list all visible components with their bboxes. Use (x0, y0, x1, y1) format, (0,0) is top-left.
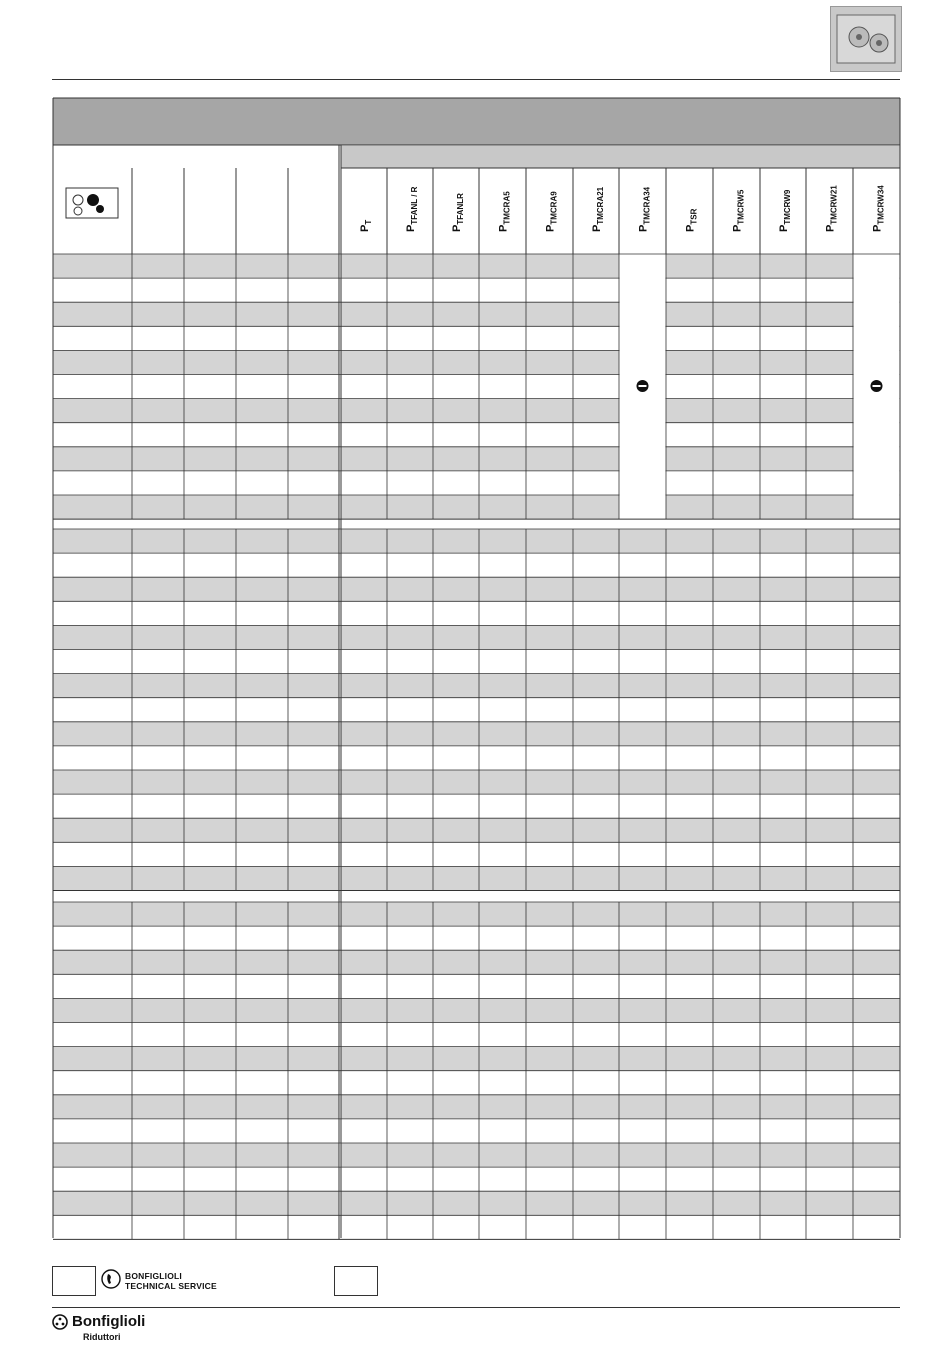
table-row-shade (53, 770, 339, 794)
table-cell-shade (713, 902, 760, 926)
table-cell-shade (713, 1047, 760, 1071)
table-row-shade (53, 950, 339, 974)
table-cell-shade (853, 1047, 900, 1071)
table-row-shade (53, 722, 339, 746)
table-cell-shade (526, 625, 573, 649)
table-cell-shade (573, 866, 619, 890)
table-cell-shade (760, 770, 806, 794)
table-cell-shade (853, 722, 900, 746)
table-cell-shade (387, 998, 433, 1022)
table-cell-shade (619, 770, 666, 794)
table-cell-shade (806, 254, 853, 278)
gearbox-small-icon (66, 188, 118, 218)
table-cell-shade (341, 350, 387, 374)
table-cell-shade (619, 866, 666, 890)
table-cell-shade (713, 1143, 760, 1167)
table-row-shade (53, 254, 339, 278)
table-cell-shade (619, 625, 666, 649)
column-header: $P_{TMCRW9}$ (778, 189, 792, 232)
table-cell-shade (853, 1095, 900, 1119)
column-header: $P_{TMCRA21}$ (591, 186, 605, 232)
table-cell-shade (760, 577, 806, 601)
table-cell-shade (479, 350, 526, 374)
tech-line2: TECHNICAL SERVICE (125, 1281, 217, 1291)
table-cell-shade (713, 770, 760, 794)
table-cell-shade (387, 950, 433, 974)
table-cell-shade (806, 302, 853, 326)
table-cell-shade (666, 1047, 713, 1071)
table-cell-shade (573, 625, 619, 649)
table-cell-shade (619, 998, 666, 1022)
table-cell-shade (573, 254, 619, 278)
table-cell-shade (479, 674, 526, 698)
table-row-shade (53, 577, 339, 601)
table-cell-shade (713, 722, 760, 746)
table-cell-shade (526, 1047, 573, 1071)
table-cell-shade (526, 495, 573, 519)
column-header: $P_T$ (359, 219, 373, 232)
table-cell-shade (341, 399, 387, 423)
column-header: $P_{TMCRW34}$ (871, 185, 886, 232)
table-cell-shade (573, 902, 619, 926)
table-cell-shade (433, 495, 479, 519)
table-cell-shade (806, 1095, 853, 1119)
table-cell-shade (713, 950, 760, 974)
table-cell-shade (713, 577, 760, 601)
table-cell-shade (573, 529, 619, 553)
table-cell-shade (806, 399, 853, 423)
table-cell-shade (433, 399, 479, 423)
table-cell-shade (666, 350, 713, 374)
table-cell-shade (341, 1095, 387, 1119)
table-cell-shade (619, 950, 666, 974)
table-cell-shade (760, 674, 806, 698)
table-cell-shade (760, 1191, 806, 1215)
table-cell-shade (853, 866, 900, 890)
table-cell-shade (806, 770, 853, 794)
table-cell-shade (341, 1191, 387, 1215)
table-cell-shade (341, 254, 387, 278)
table-cell-shade (341, 950, 387, 974)
table-cell-shade (806, 1191, 853, 1215)
table-cell-shade (433, 302, 479, 326)
table-cell-shade (573, 1143, 619, 1167)
table-cell-shade (479, 625, 526, 649)
table-cell-shade (433, 350, 479, 374)
table-cell-shade (666, 1095, 713, 1119)
table-cell-shade (713, 625, 760, 649)
table-cell-shade (341, 674, 387, 698)
table-cell-shade (853, 770, 900, 794)
table-cell-shade (760, 254, 806, 278)
table-cell-shade (760, 1095, 806, 1119)
table-cell-shade (387, 1095, 433, 1119)
table-cell-shade (479, 529, 526, 553)
table-cell-shade (433, 902, 479, 926)
table-cell-shade (341, 722, 387, 746)
table-cell-shade (387, 1047, 433, 1071)
table-cell-shade (387, 902, 433, 926)
table-cell-shade (573, 350, 619, 374)
table-cell-shade (479, 902, 526, 926)
page-number-box-left (52, 1266, 96, 1296)
table-cell-shade (433, 447, 479, 471)
table-cell-shade (619, 902, 666, 926)
table-cell-shade (619, 577, 666, 601)
table-cell-shade (433, 1095, 479, 1119)
table-cell-shade (619, 529, 666, 553)
table-cell-shade (387, 1143, 433, 1167)
table-cell-shade (387, 818, 433, 842)
table-cell-shade (526, 950, 573, 974)
table-cell-shade (619, 1191, 666, 1215)
table-cell-shade (479, 950, 526, 974)
table-row-shade (53, 625, 339, 649)
table-cell-shade (573, 302, 619, 326)
table-cell-shade (853, 1191, 900, 1215)
table-cell-shade (526, 399, 573, 423)
table-cell-shade (433, 722, 479, 746)
table-cell-shade (387, 770, 433, 794)
table-cell-shade (666, 577, 713, 601)
table-cell-shade (573, 950, 619, 974)
table-cell-shade (479, 818, 526, 842)
table-cell-shade (760, 722, 806, 746)
table-cell-shade (433, 625, 479, 649)
table-cell-shade (387, 577, 433, 601)
table-cell-shade (806, 625, 853, 649)
table-cell-shade (853, 577, 900, 601)
table-cell-shade (433, 818, 479, 842)
table-cell-shade (806, 350, 853, 374)
table-row-shade (53, 529, 339, 553)
table-cell-shade (806, 998, 853, 1022)
table-cell-shade (479, 722, 526, 746)
table-cell-shade (713, 1191, 760, 1215)
page-number-box-right (334, 1266, 378, 1296)
table-cell-shade (387, 674, 433, 698)
table-cell-shade (760, 998, 806, 1022)
table-cell-shade (713, 998, 760, 1022)
table-cell-shade (806, 1047, 853, 1071)
table-cell-shade (619, 1047, 666, 1071)
table-cell-shade (619, 1095, 666, 1119)
table-cell-shade (433, 1143, 479, 1167)
table-cell-shade (479, 1095, 526, 1119)
table-cell-shade (666, 529, 713, 553)
table-cell-shade (526, 350, 573, 374)
table-cell-shade (619, 818, 666, 842)
table-cell-shade (666, 1191, 713, 1215)
table-cell-shade (387, 302, 433, 326)
table-cell-shade (666, 818, 713, 842)
table-cell-shade (853, 1143, 900, 1167)
table-cell-shade (666, 302, 713, 326)
table-cell-shade (666, 495, 713, 519)
table-cell-shade (666, 674, 713, 698)
table-row-shade (53, 399, 339, 423)
table-cell-shade (479, 399, 526, 423)
table-cell-shade (760, 529, 806, 553)
table-row-shade (53, 1047, 339, 1071)
table-cell-shade (479, 1143, 526, 1167)
table-cell-shade (526, 722, 573, 746)
table-cell-shade (713, 495, 760, 519)
table-cell-shade (387, 625, 433, 649)
table-cell-shade (760, 399, 806, 423)
table-row-shade (53, 998, 339, 1022)
table-cell-shade (479, 254, 526, 278)
table-cell-shade (573, 1095, 619, 1119)
table-cell-shade (713, 399, 760, 423)
table-cell-shade (853, 625, 900, 649)
table-cell-shade (433, 674, 479, 698)
table-cell-shade (806, 866, 853, 890)
table-cell-shade (341, 447, 387, 471)
table-cell-shade (526, 254, 573, 278)
table-cell-shade (806, 950, 853, 974)
table-cell-shade (853, 902, 900, 926)
table-cell-shade (666, 770, 713, 794)
table-row-shade (53, 350, 339, 374)
table-cell-shade (433, 254, 479, 278)
table-cell-shade (573, 447, 619, 471)
table-row-shade (53, 447, 339, 471)
table-cell-shade (526, 302, 573, 326)
table-cell-shade (713, 302, 760, 326)
column-header: $P_{TFANLR}$ (451, 193, 465, 232)
table-cell-shade (433, 529, 479, 553)
column-header: $P_{TMCRA34}$ (637, 186, 652, 232)
table-cell-shade (666, 902, 713, 926)
table-row-shade (53, 902, 339, 926)
table-row-shade (53, 1191, 339, 1215)
table-cell-shade (526, 902, 573, 926)
table-cell-shade (760, 866, 806, 890)
table-cell-shade (387, 447, 433, 471)
table-cell-shade (713, 818, 760, 842)
table-cell-shade (666, 950, 713, 974)
table-cell-shade (433, 998, 479, 1022)
table-cell-shade (666, 722, 713, 746)
table-cell-shade (573, 495, 619, 519)
table-cell-shade (760, 818, 806, 842)
table-cell-shade (760, 625, 806, 649)
column-header: $P_{TSR}$ (684, 208, 699, 232)
table-cell-shade (853, 529, 900, 553)
table-cell-shade (387, 529, 433, 553)
column-header: $P_{TMCRW21}$ (824, 185, 839, 232)
table-cell-shade (760, 302, 806, 326)
table-cell-shade (341, 625, 387, 649)
table-cell-shade (479, 302, 526, 326)
table-cell-shade (479, 495, 526, 519)
table-cell-shade (526, 770, 573, 794)
column-header: $P_{TMCRW5}$ (731, 189, 746, 232)
table-cell-shade (479, 998, 526, 1022)
table-cell-shade (573, 399, 619, 423)
table-cell-shade (573, 1047, 619, 1071)
table-cell-shade (666, 866, 713, 890)
table-row-shade (53, 1095, 339, 1119)
table-cell-shade (341, 1143, 387, 1167)
table-cell-shade (433, 950, 479, 974)
table-cell-shade (387, 399, 433, 423)
table-cell-shade (666, 1143, 713, 1167)
table-row-shade (53, 818, 339, 842)
table-cell-shade (479, 866, 526, 890)
table-cell-shade (760, 447, 806, 471)
note-marker-bar (639, 385, 647, 387)
tech-line1: BONFIGLIOLI (125, 1271, 182, 1281)
table-cell-shade (713, 254, 760, 278)
table-cell-shade (713, 529, 760, 553)
table-row-shade (53, 302, 339, 326)
table-cell-shade (619, 674, 666, 698)
table-cell-shade (853, 950, 900, 974)
table-cell-shade (433, 770, 479, 794)
table-cell-shade (806, 902, 853, 926)
table-cell-shade (387, 722, 433, 746)
table-cell-shade (479, 1191, 526, 1215)
table-cell-shade (853, 998, 900, 1022)
table-cell-shade (433, 1047, 479, 1071)
table-cell-shade (760, 1047, 806, 1071)
table-cell-shade (806, 722, 853, 746)
table-cell-shade (526, 866, 573, 890)
table-cell-shade (713, 350, 760, 374)
table-cell-shade (713, 674, 760, 698)
table-cell-shade (387, 1191, 433, 1215)
table-cell-shade (526, 998, 573, 1022)
table-cell-shade (666, 254, 713, 278)
table-cell-shade (526, 447, 573, 471)
column-header: $P_{TFANL / R}$ (405, 186, 419, 232)
table-cell-shade (387, 350, 433, 374)
table-cell-shade (573, 818, 619, 842)
table-cell-shade (760, 950, 806, 974)
column-header: $P_{TMCRA5}$ (497, 191, 512, 232)
table-cell-shade (387, 254, 433, 278)
table-cell-shade (713, 1095, 760, 1119)
table-cell-shade (341, 302, 387, 326)
table-cell-shade (526, 1191, 573, 1215)
table-cell-shade (760, 350, 806, 374)
table-cell-shade (853, 674, 900, 698)
table-cell-shade (526, 1095, 573, 1119)
footer-rule (52, 1307, 900, 1308)
table-row-shade (53, 674, 339, 698)
table-cell-shade (666, 625, 713, 649)
table-cell-shade (806, 529, 853, 553)
table-cell-shade (433, 866, 479, 890)
brand-name: Bonfiglioli (72, 1313, 146, 1330)
table-cell-shade (479, 577, 526, 601)
table-cell-shade (806, 447, 853, 471)
table-cell-shade (341, 529, 387, 553)
table-cell-shade (713, 866, 760, 890)
table-row-shade (53, 1143, 339, 1167)
table-row-shade (53, 495, 339, 519)
table-row-shade (53, 866, 339, 890)
table-cell-shade (573, 722, 619, 746)
table-cell-shade (526, 529, 573, 553)
table-cell-shade (619, 722, 666, 746)
table-cell-shade (433, 577, 479, 601)
table-cell-shade (806, 577, 853, 601)
table-cell-shade (806, 674, 853, 698)
table-cell-shade (573, 577, 619, 601)
table-cell-shade (573, 770, 619, 794)
table-cell-shade (341, 902, 387, 926)
table-cell-shade (479, 770, 526, 794)
table-cell-shade (573, 674, 619, 698)
table-cell-shade (806, 495, 853, 519)
table-cell-shade (666, 998, 713, 1022)
table-cell-shade (526, 674, 573, 698)
table-cell-shade (479, 1047, 526, 1071)
table-cell-shade (341, 1047, 387, 1071)
table-cell-shade (387, 866, 433, 890)
table-cell-shade (713, 447, 760, 471)
phone-icon (101, 1269, 121, 1289)
table-cell-shade (341, 770, 387, 794)
technical-service-label (125, 1271, 217, 1291)
table-cell-shade (806, 1143, 853, 1167)
table-cell-shade (619, 1143, 666, 1167)
table-cell-shade (341, 495, 387, 519)
table-cell-shade (526, 818, 573, 842)
table-cell-shade (387, 495, 433, 519)
table-cell-shade (666, 399, 713, 423)
table-cell-shade (573, 1191, 619, 1215)
table-cell-shade (666, 447, 713, 471)
table-cell-shade (341, 998, 387, 1022)
note-marker-bar (873, 385, 881, 387)
table-cell-shade (760, 1143, 806, 1167)
brand-subtitle: Riduttori (83, 1332, 121, 1342)
table-cell-shade (806, 818, 853, 842)
table-cell-shade (479, 447, 526, 471)
table-cell-shade (433, 1191, 479, 1215)
table-cell-shade (573, 998, 619, 1022)
table-cell-shade (341, 818, 387, 842)
table-cell-shade (526, 1143, 573, 1167)
table-cell-shade (526, 577, 573, 601)
column-header: $P_{TMCRA9}$ (544, 191, 559, 232)
table-cell-shade (341, 866, 387, 890)
bonfiglioli-logo-icon (52, 1314, 68, 1330)
table-cell-shade (341, 577, 387, 601)
right-group-header (341, 146, 900, 168)
table-cell-shade (853, 818, 900, 842)
table-cell-shade (760, 902, 806, 926)
table-cell-shade (760, 495, 806, 519)
